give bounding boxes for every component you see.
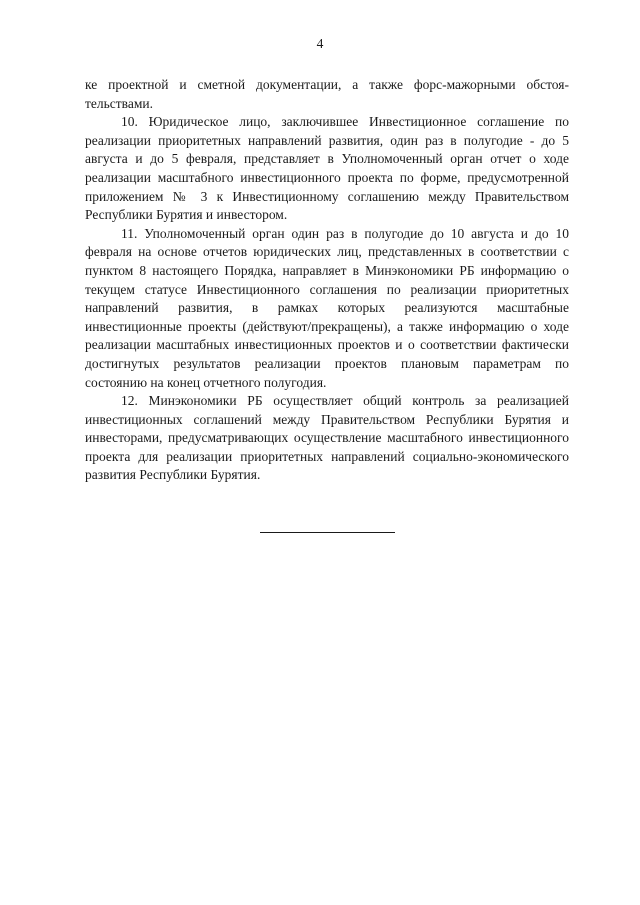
- paragraph-item-11: 11. Уполномоченный орган один раз в полугодие до 10 августа и до 10 февраля на основе отчетов юридических лиц, представленных в соответствии с пунктом 8 настоящего Порядка, направляет в Минэкономики РБ информацию о текущем статусе Инвестиционного соглашения по реализации приоритетных направлений развития, в рамках которых реализуются масштабные инвестиционные проекты (действуют/прекращены), а также информацию о ходе реализации масштабных инвестиционных проектов и о соответствии фактически достигнутых результатов реализации проектов плановым параметрам по состоянию на конец отчетного полугодия.: [85, 225, 569, 390]
- paragraph-continuation: ке проектной и сметной документации, а также форс-мажорными обстоятельствами.: [85, 77, 569, 111]
- document-body: [85, 76, 569, 485]
- paragraph-item-10: 10. Юридическое лицо, заключившее Инвестиционное соглашение по реализации приоритетных направлений развития, один раз в полугодие - до 5 августа и до 5 февраля, представляет в Уполномоченный орган отчет о ходе реализации масштабного инвестиционного проекта по форме, предусмотренной приложением № 3 к Инвестиционному соглашению между Правительством Республики Бурятия и инвестором.: [85, 114, 569, 223]
- closing-divider: [260, 532, 395, 533]
- page-number: 4: [316, 36, 324, 51]
- paragraph-item-12: 12. Минэкономики РБ осуществляет общий контроль за реализацией инвестиционных соглашений между Правительством Республики Бурятия и инвесторами, предусматривающих осуществление масштабного инвестиционного проекта для реализации приоритетных направлений социально-экономического развития Республики Бурятия.: [85, 393, 569, 483]
